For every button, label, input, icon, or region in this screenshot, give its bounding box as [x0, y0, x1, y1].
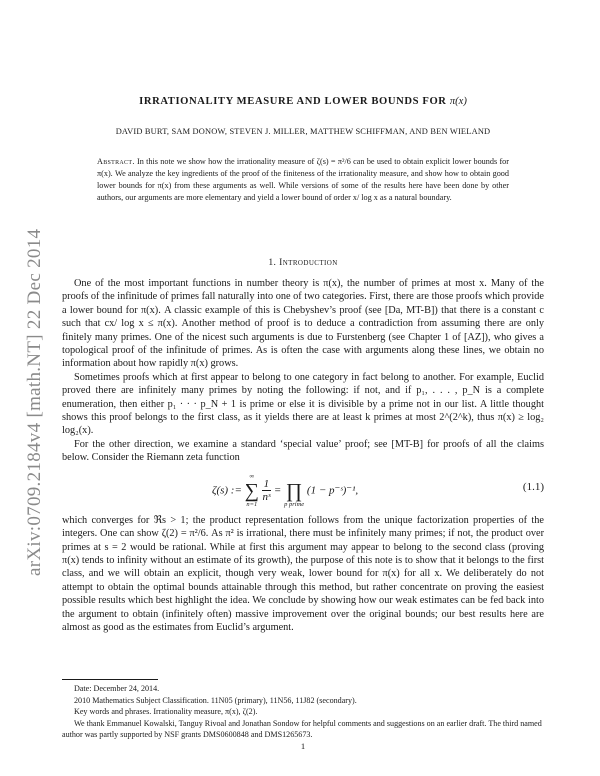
equation-number: (1.1) [522, 480, 544, 493]
abstract-text: In this note we show how the irrationality measure of ζ(s) = π²/6 can be used to obtain explicit lower bounds for π(x). We analyze the key ingredients of the proof of the finiteness of the irrationality measure, and show how to obtain good lower bounds for π(x) from these arguments as well. While versions of some of the results here have been done by other authors, our arguments are more elementary and yield a lower bound of order x/ log x as a natural boundary. [97, 157, 509, 202]
abstract-label: Abstract. [97, 157, 135, 166]
author-list: DAVID BURT, SAM DONOW, STEVEN J. MILLER, MATTHEW SCHIFFMAN, AND BEN WIELAND [115, 127, 491, 136]
page-number: 1 [300, 741, 306, 751]
paragraph-3: For the other direction, we examine a standard ‘special value’ proof; see [MT-B] for proofs of all the claims below. Consider the Riemann zeta function [62, 438, 544, 464]
paper-title [62, 96, 544, 107]
footnote-msc: 2010 Mathematics Subject Classification. 11N05 (primary), 11N56, 11J82 (secondary). [74, 695, 357, 705]
paragraph-2: Sometimes proofs which at first appear to belong to one category in fact belong to another. For example, Euclid proved there are infinitely many primes by noting the following: if not, and if p₁, . . . , p_N is a complete enumeration, then either p₁ · · · p_N + 1 is prime or else it is divisible by a prime not in our list. A little thought shows this proof belongs to the first class, as it yields there are at least k primes at most 2^(2^k), thus π(x) ≥ log₂ log₂(x). [62, 371, 544, 437]
footnote-thanks: We thank Emmanuel Kowalski, Tanguy Rivoal and Jonathan Sondow for helpful comments and suggestions on an earlier draft. The third named author was partly supported by NSF grants DMS0600848 and DMS1265673. [62, 718, 542, 740]
paragraph-1: One of the most important functions in number theory is π(x), the number of primes at most x. Many of the proofs of the infinitude of primes fall naturally into one of two categories. First, there are those proofs which provide a lower bound for π(x). A classic example of this is Chebyshev’s proof (see [Da, MT-B]) that there is a constant c such that cx/ log x ≤ π(x). Another method of proof is to deduce a contradiction from assuming there are only finitely many primes. One of the nicest such arguments is due to Furstenberg (see Chapter 1 of [AZ]), who gives a topological proof of the infinitude of primes. As is often the case with arguments along these lines, we obtain no information about how rapidly π(x) grows. [62, 278, 544, 370]
footnote-date: Date: December 24, 2014. [74, 684, 160, 693]
equation-body [212, 473, 358, 509]
section-heading-introduction: 1. Introduction [268, 257, 338, 268]
footnotes [62, 683, 544, 741]
fraction-numerator: 1 [263, 478, 270, 491]
equation-factor: (1 − p⁻ˢ)⁻¹, [306, 484, 359, 497]
equation-equals: = [273, 484, 282, 497]
title-math: π(x) [449, 96, 467, 107]
introduction-body [62, 277, 544, 634]
footnote-keywords: Key words and phrases. Irrationality measure, π(x), ζ(2). [74, 707, 258, 717]
sum-upper-limit: ∞ [249, 472, 255, 480]
arxiv-identifier-stamp: arXiv:0709.2184v4 [math.NT] 22 Dec 2014 [24, 228, 45, 576]
equation-1-1 [62, 467, 544, 513]
paragraph-4: which converges for ℜs > 1; the product representation follows from the unique factorization properties of the integers. One can show ζ(2) = π²/6. As π² is irrational, there must be infinitely many primes; if not, the product over primes at s = 2 would be rational. While at first this argument may appear to belong to the second class (proving π(x) tends to infinity without an estimate of its growth), the purpose of this note is to show that it belongs to the first class, and we will obtain an explicit, though very weak, lower bound for π(x) for all x. We deliberately do not attempt to obtain the optimal bounds attainable through this method, but rather concentrate on proving the easiest possible results which best highlight the idea. We conclude by showing how our weak estimates can be fed back into the argument to obtain (infinitely often) massive improvement over the original bounds; our best results here are almost as good as the estimates from Euclid’s argument. [62, 514, 544, 633]
equation-lhs: ζ(s) := [212, 484, 242, 497]
sum-lower-limit: n=1 [246, 500, 258, 508]
product-operator: ∏ p prime [284, 479, 305, 508]
title-text: IRRATIONALITY MEASURE AND LOWER BOUNDS FOR [139, 96, 447, 107]
abstract [97, 156, 509, 204]
product-lower-limit: p prime [284, 500, 305, 508]
equation-fraction [262, 478, 272, 503]
fraction-denominator: nˢ [262, 491, 271, 504]
footnote-divider [62, 679, 158, 680]
sum-operator: ∞ ∑ n=1 [244, 472, 259, 508]
